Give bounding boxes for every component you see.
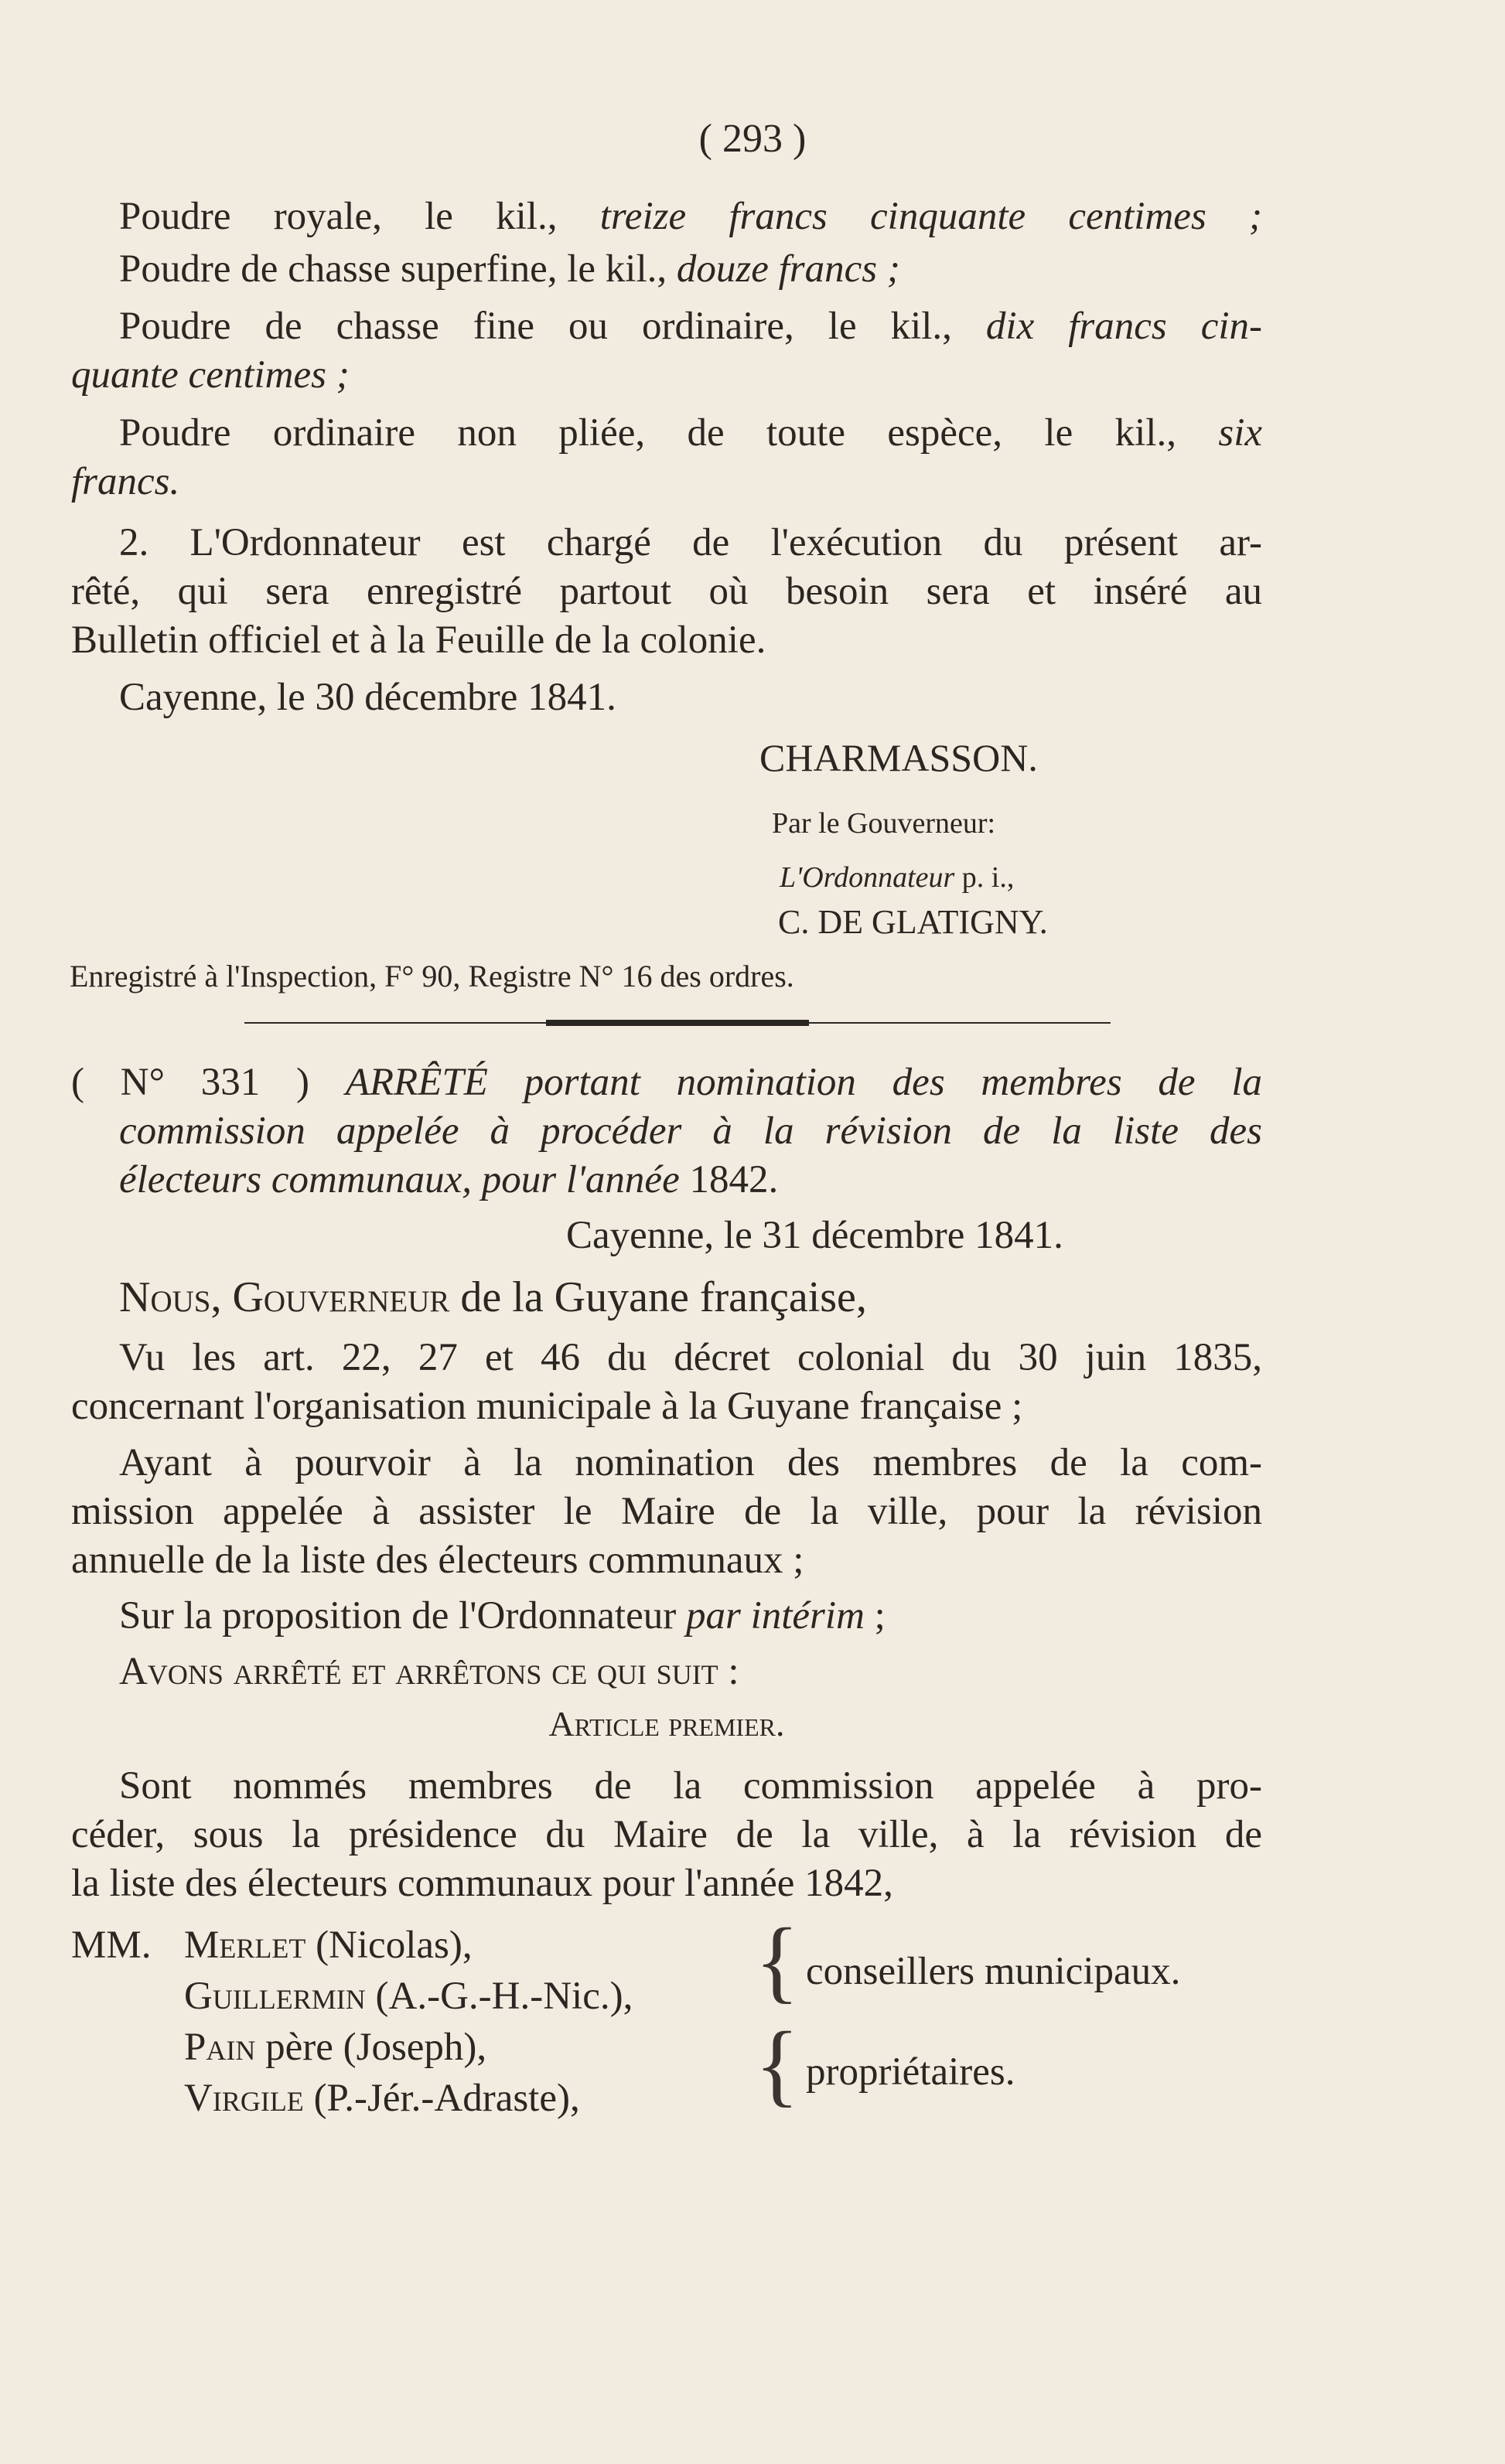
signature-name: CHARMASSON. bbox=[759, 736, 1038, 779]
decree-title-line bbox=[71, 1157, 1262, 1203]
signature-role-title: L'Ordonnateur bbox=[780, 861, 955, 894]
preamble-nous-rest: de la Guyane française, bbox=[460, 1273, 867, 1321]
article-2-line: Bulletin officiel et à la Feuille de la colonie. bbox=[71, 619, 766, 662]
member-surname: Virgile bbox=[184, 2077, 304, 2120]
members-role-1: conseillers municipaux. bbox=[806, 1950, 1181, 1993]
member-surname: Merlet bbox=[184, 1924, 306, 1967]
signature-by: Par le Gouverneur: bbox=[772, 807, 996, 840]
price-name: Poudre de chasse superfine, le kil., bbox=[119, 247, 667, 291]
member-given: père (Joseph), bbox=[265, 2026, 487, 2069]
article-2-line: 2. L'Ordonnateur est chargé de l'exécution du présent ar- bbox=[119, 521, 1262, 564]
members-role-2: propriétaires. bbox=[806, 2050, 1015, 2094]
article-premier-line: céder, sous la présidence du Maire de la ville, à la révision de bbox=[71, 1813, 1262, 1856]
price-value: six bbox=[1218, 411, 1262, 455]
price-item-fine bbox=[71, 303, 1262, 349]
member-given: (Nicolas), bbox=[316, 1924, 473, 1967]
price-value: douze francs ; bbox=[676, 247, 900, 291]
article-premier-heading: Article premier. bbox=[548, 1704, 785, 1743]
page-number: ( 293 ) bbox=[698, 117, 807, 161]
preamble-vu: concernant l'organisation municipale à la Guyane française ; bbox=[71, 1385, 1023, 1428]
signature-countersign: C. DE GLATIGNY. bbox=[778, 903, 1048, 941]
registration-note: Enregistré à l'Inspection, F° 90, Registre N° 16 des ordres. bbox=[70, 959, 794, 993]
signature-role bbox=[780, 854, 1244, 901]
decree-number: ( N° 331 ) bbox=[71, 1061, 309, 1104]
price-item-ordinaire-cont bbox=[71, 458, 1262, 505]
member-row bbox=[184, 2024, 803, 2070]
decree-title-line bbox=[71, 1059, 1262, 1106]
member-surname: Guillermin bbox=[184, 1975, 366, 2018]
decree-title: ARRÊTÉ portant nomination des membres de la bbox=[345, 1061, 1262, 1104]
preamble-sur-suffix: ; bbox=[874, 1594, 886, 1638]
price-item-royale bbox=[71, 193, 1262, 240]
article-premier-line: Sont nommés membres de la commission appelée à pro- bbox=[119, 1764, 1262, 1808]
decree-title-line bbox=[71, 1108, 1262, 1154]
price-name: Poudre de chasse fine ou ordinaire, le kil., bbox=[119, 305, 952, 348]
article-premier-line: la liste des électeurs communaux pour l'année 1842, bbox=[71, 1862, 893, 1905]
signature-role-suffix: p. i., bbox=[961, 861, 1015, 894]
brace-group-1: { bbox=[755, 1909, 800, 2012]
preamble-ayant: annuelle de la liste des électeurs communaux ; bbox=[71, 1539, 804, 1582]
preamble-ayant: Ayant à pourvoir à la nomination des membres de la com- bbox=[119, 1441, 1262, 1484]
price-value: treize francs cinquante centimes ; bbox=[599, 195, 1262, 238]
price-item-fine-cont bbox=[71, 352, 1262, 398]
member-row bbox=[184, 1973, 803, 2019]
member-given: (A.-G.-H.-Nic.), bbox=[375, 1975, 633, 2018]
member-given: (P.-Jér.-Adraste), bbox=[313, 2077, 580, 2120]
price-item-ordinaire bbox=[71, 410, 1262, 456]
preamble-nous bbox=[71, 1274, 1262, 1321]
preamble-sur-italic: par intérim bbox=[685, 1594, 865, 1638]
price-value: quante centimes ; bbox=[71, 353, 350, 397]
preamble-sur-text: Sur la proposition de l'Ordonnateur bbox=[119, 1594, 677, 1638]
price-value: francs. bbox=[71, 460, 180, 503]
decree-year: 1842. bbox=[689, 1158, 779, 1201]
date-first: Cayenne, le 30 décembre 1841. bbox=[119, 676, 616, 719]
price-value: dix francs cin- bbox=[985, 305, 1262, 348]
decree-date: Cayenne, le 31 décembre 1841. bbox=[566, 1214, 1063, 1257]
decree-title: électeurs communaux, pour l'année bbox=[119, 1158, 680, 1201]
price-name: Poudre royale, le kil., bbox=[119, 195, 558, 238]
decree-title: commission appelée à procéder à la révision de la liste des bbox=[119, 1109, 1262, 1153]
preamble-vu: Vu les art. 22, 27 et 46 du décret colonial du 30 juin 1835, bbox=[119, 1336, 1262, 1379]
price-item-superfine bbox=[71, 246, 1262, 292]
members-prefix: MM. bbox=[71, 1924, 152, 1967]
price-name: Poudre ordinaire non pliée, de toute espèce, le kil., bbox=[119, 411, 1176, 455]
preamble-sur bbox=[71, 1593, 1262, 1639]
article-2-line: rêté, qui sera enregistré partout où besoin sera et inséré au bbox=[71, 570, 1262, 613]
member-surname: Pain bbox=[184, 2026, 256, 2069]
preamble-ayant: mission appelée à assister le Maire de la ville, pour la révision bbox=[71, 1490, 1262, 1533]
member-row bbox=[184, 1922, 803, 1968]
member-row bbox=[184, 2075, 803, 2121]
brace-group-2: { bbox=[755, 2012, 800, 2115]
preamble-avons: Avons arrêté et arrêtons ce qui suit : bbox=[119, 1650, 739, 1693]
separator-rule-center bbox=[546, 1020, 809, 1026]
preamble-nous-caps: Nous, Gouverneur bbox=[119, 1273, 450, 1321]
